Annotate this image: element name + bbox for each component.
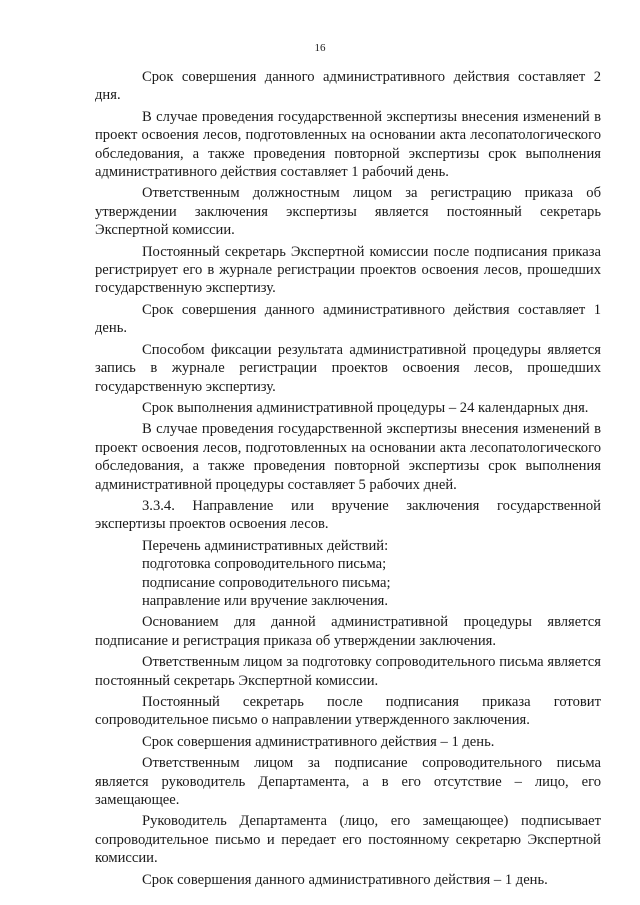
list-heading: Перечень административных действий:: [142, 537, 389, 554]
list-item: подписание сопроводительного письма;: [142, 574, 391, 591]
paragraph: Срок совершения данного административного действия – 1 день.: [142, 871, 548, 888]
paragraph: Срок совершения данного административного действия составляет 2 дня.: [95, 69, 601, 104]
paragraph: В случае проведения государственной экспертизы внесения изменений в проект освоения лесов, подготовленных на основании акта лесопатологического обследования, а также проведения повторной экспертизы срок выполнения административного действия составляет 1 рабочий день.: [95, 108, 601, 181]
document-body: [95, 68, 601, 889]
paragraph: Срок выполнения административной процедуры – 24 календарных дня.: [142, 399, 589, 416]
paragraph: Ответственным должностным лицом за регистрацию приказа об утверждении заключения экспертизы является постоянный секретарь Экспертной комиссии.: [95, 185, 601, 239]
paragraph: Ответственным лицом за подписание сопроводительного письма является руководитель Департамента, а в его отсутствие – лицо, его замещающее.: [95, 755, 601, 809]
list-item: направление или вручение заключения.: [142, 592, 389, 609]
paragraph: Срок совершения административного действия – 1 день.: [142, 733, 495, 750]
paragraph: Постоянный секретарь Экспертной комиссии после подписания приказа регистрирует его в журнале регистрации проектов освоения лесов, прошедших государственную экспертизу.: [95, 243, 601, 297]
paragraph: В случае проведения государственной экспертизы внесения изменений в проект освоения лесов, подготовленных на основании акта лесопатологического обследования, а также проведения повторной экспертизы срок выполнения административной процедуры составляет 5 рабочих дней.: [95, 421, 601, 493]
paragraph: Способом фиксации результата административной процедуры является запись в журнале регистрации проектов освоения лесов, прошедших государственную экспертизу.: [95, 341, 601, 395]
paragraph: Руководитель Департамента (лицо, его замещающее) подписывает сопроводительное письмо и передает его постоянному секретарю Экспертной комиссии.: [95, 813, 601, 867]
page-number: 16: [314, 42, 326, 54]
paragraph: Постоянный секретарь после подписания приказа готовит сопроводительное письмо о направлении утвержденного заключения.: [95, 694, 601, 729]
paragraph: Срок совершения данного административного действия составляет 1 день.: [95, 301, 601, 337]
paragraph: Основанием для данной административной процедуры является подписание и регистрация приказа об утверждении заключения.: [95, 614, 601, 649]
list-item: подготовка сопроводительного письма;: [142, 556, 387, 573]
section-heading: 3.3.4. Направление или вручение заключения государственной экспертизы проектов освоения лесов.: [95, 497, 601, 533]
paragraph: Ответственным лицом за подготовку сопроводительного письма является постоянный секретарь Экспертной комиссии.: [95, 654, 601, 689]
